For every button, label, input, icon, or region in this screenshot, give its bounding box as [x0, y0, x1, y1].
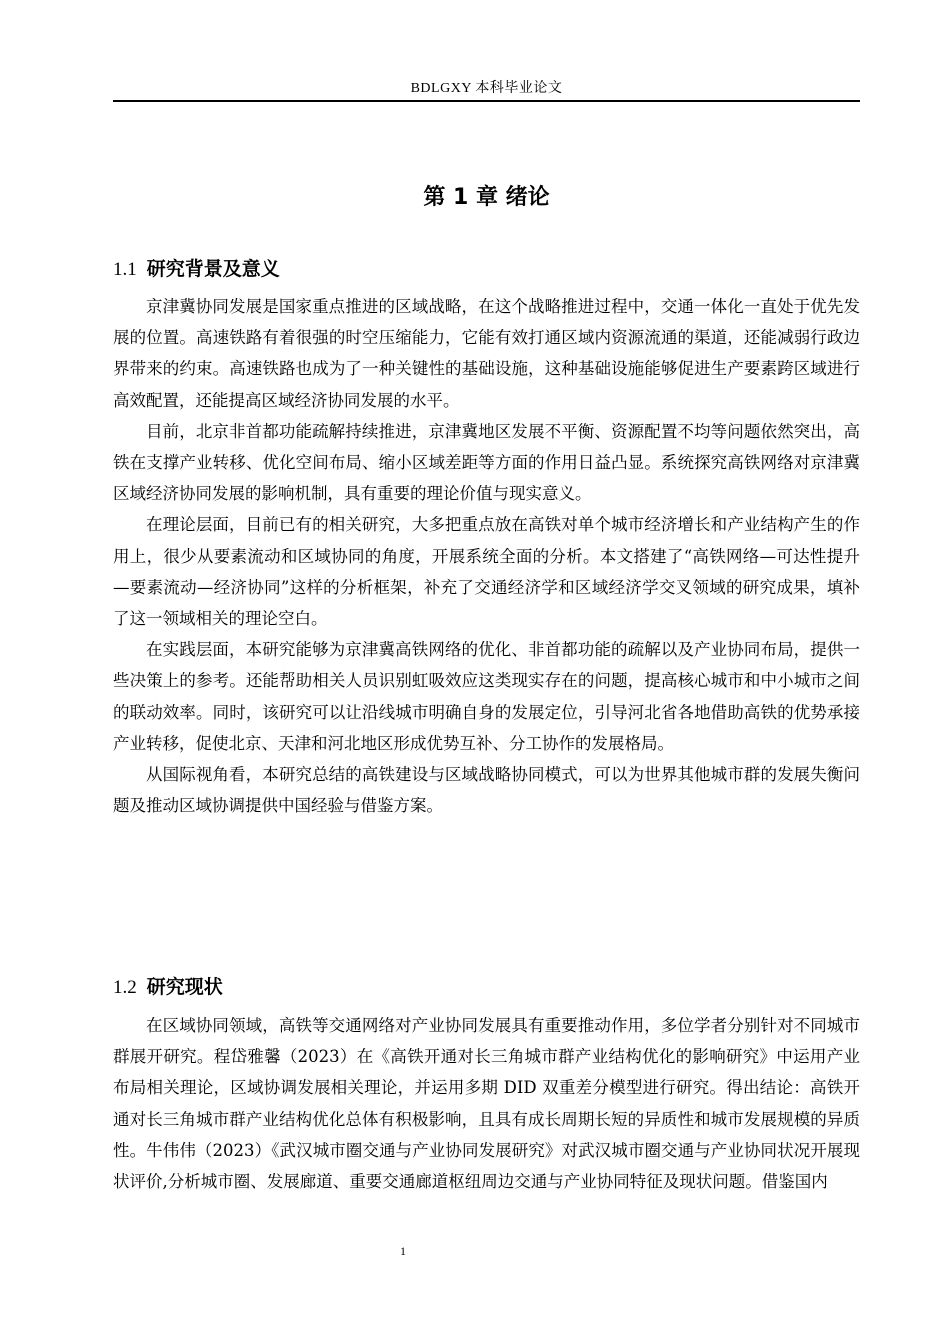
- section-heading-1-2: [113, 972, 223, 999]
- paragraph: 目前，北京非首都功能疏解持续推进，京津冀地区发展不平衡、资源配置不均等问题依然突出，高铁在支撑产业转移、优化空间布局、缩小区域差距等方面的作用日益凸显。系统探究高铁网络对京津冀区域经济协同发展的影响机制，具有重要的理论价值与现实意义。: [113, 421, 860, 504]
- paragraph: 在实践层面，本研究能够为京津冀高铁网络的优化、非首都功能的疏解以及产业协同布局，提供一些决策上的参考。还能帮助相关人员识别虹吸效应这类现实存在的问题，提高核心城市和中小城市之间的联动效率。同时，该研究可以让沿线城市明确自身的发展定位，引导河北省各地借助高铁的优势承接产业转移，促使北京、天津和河北地区形成优势互补、分工协作的发展格局。: [113, 640, 860, 753]
- page-number: 1: [400, 1244, 406, 1258]
- section-1-1-body: [113, 291, 860, 821]
- section-number: 1.1: [113, 259, 137, 280]
- paragraph: 在区域协同领域，高铁等交通网络对产业协同发展具有重要推动作用，多位学者分别针对不同城市群展开研究。程岱雅馨（2023）在《高铁开通对长三角城市群产业结构优化的影响研究》中运用产业布局相关理论，区域协调发展相关理论，并运用多期 DID 双重差分模型进行研究。得出结论：高铁开通对长三角城市群产业结构优化总体有积极影响，且具有成长周期长短的异质性和城市发展规模的异质性。牛伟伟（2023）《武汉城市圈交通与产业协同发展研究》对武汉城市圈交通与产业协同状况开展现状评价,分析城市圈、发展廊道、重要交通廊道枢纽周边交通与产业协同特征及现状问题。借鉴国内: [113, 1016, 860, 1192]
- section-title: 研究现状: [146, 976, 223, 998]
- paragraph: 在理论层面，目前已有的相关研究，大多把重点放在高铁对单个城市经济增长和产业结构产生的作用上，很少从要素流动和区域协同的角度，开展系统全面的分析。本文搭建了“高铁网络—可达性提升—要素流动—经济协同”这样的分析框架，补充了交通经济学和区域经济学交叉领域的研究成果，填补了这一领域相关的理论空白。: [113, 515, 860, 629]
- chapter-title: 第 1 章 绪论: [423, 185, 550, 210]
- header-rule: [113, 100, 860, 102]
- section-1-2-body: [113, 1010, 860, 1197]
- section-title: 研究背景及意义: [146, 258, 280, 280]
- section-number: 1.2: [113, 977, 137, 998]
- paragraph: 从国际视角看，本研究总结的高铁建设与区域战略协同模式，可以为世界其他城市群的发展失衡问题及推动区域协调提供中国经验与借鉴方案。: [113, 765, 860, 816]
- section-heading-1-1: [113, 254, 280, 281]
- page-header: BDLGXY 本科毕业论文: [410, 81, 563, 96]
- paragraph: 京津冀协同发展是国家重点推进的区域战略，在这个战略推进过程中，交通一体化一直处于优先发展的位置。高速铁路有着很强的时空压缩能力，它能有效打通区域内资源流通的渠道，还能减弱行政边界带来的约束。高速铁路也成为了一种关键性的基础设施，这种基础设施能够促进生产要素跨区域进行高效配置，还能提高区域经济协同发展的水平。: [113, 297, 860, 410]
